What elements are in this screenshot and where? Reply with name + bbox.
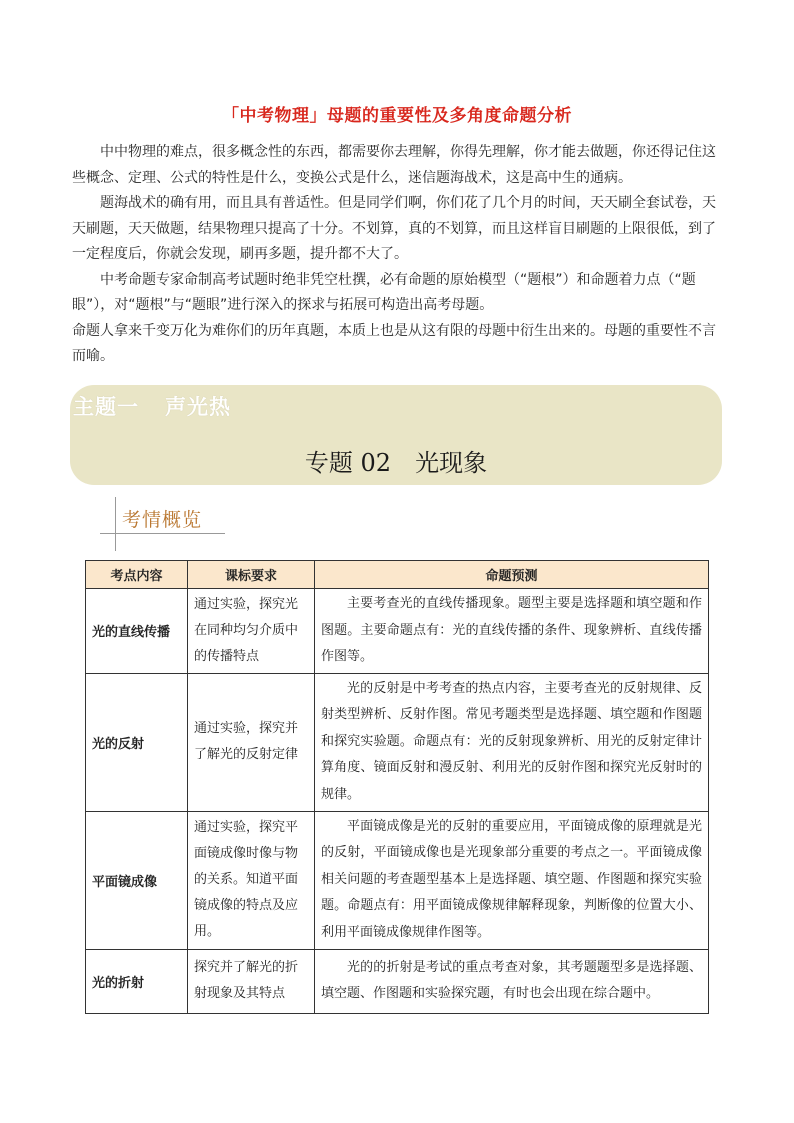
row-requirement: 探究并了解光的折射现象及其特点 (188, 949, 315, 1013)
header-topic: 考点内容 (86, 561, 188, 589)
theme-name: 声光热 (165, 395, 231, 419)
row-prediction: 光的的折射是考试的重点考查对象，其考题题型多是选择题、填空题、作图题和实验探究题，有时也会出现在综合题中。 (315, 949, 709, 1013)
table-row (86, 949, 709, 1013)
intro-paragraph-1: 中中物理的难点，很多概念性的东西，都需要你去理解，你得先理解，你才能去做题，你还得记住这些概念、定理、公式的特性是什么，变换公式是什么，迷信题海战术，这是高中生的通病。 (72, 144, 716, 186)
intro-paragraph-4: 命题人拿来千变万化为难你们的历年真题，本质上也是从这有限的母题中衍生出来的。母题的重要性不言而喻。 (72, 322, 716, 364)
section-title: 专题 02 光现象 (304, 449, 488, 477)
row-prediction: 光的反射是中考考查的热点内容，主要考查光的反射规律、反射类型辨析、反射作图。常见考题类型是选择题、填空题和作图题和探究实验题。命题点有：光的反射现象辨析、用光的反射定律计算角度、镜面反射和漫反射、利用光的反射作图和探究光反射时的规律。 (315, 673, 709, 811)
table-header-row (86, 561, 709, 589)
row-prediction: 主要考查光的直线传播现象。题型主要是选择题和填空题和作图题。主要命题点有：光的直线传播的条件、现象辨析、直线传播作图等。 (315, 589, 709, 674)
row-topic: 平面镜成像 (86, 811, 188, 949)
row-topic: 光的折射 (86, 949, 188, 1013)
table-row (86, 589, 709, 674)
overview-vertical-rule (115, 497, 116, 551)
theme-label: 主题一 (73, 395, 139, 419)
row-topic: 光的直线传播 (86, 589, 188, 674)
header-requirement: 课标要求 (188, 561, 315, 589)
page-title: 「中考物理」母题的重要性及多角度命题分析 (222, 106, 572, 126)
overview-horizontal-rule (100, 533, 225, 534)
header-prediction: 命题预测 (315, 561, 709, 589)
theme-heading (73, 391, 231, 421)
exam-overview-table (85, 560, 709, 1014)
overview-heading (100, 497, 240, 551)
intro-paragraph-3: 中考命题专家命制高考试题时绝非凭空杜撰，必有命题的原始模型（“题根”）和命题着力点（“题眼”），对“题根”与“题眼”进行深入的探求与拓展可构造出高考母题。 (72, 271, 696, 313)
table-row (86, 673, 709, 811)
intro-text (72, 140, 724, 370)
topic-banner (70, 385, 722, 485)
overview-label: 考情概览 (122, 509, 203, 531)
table-row (86, 811, 709, 949)
row-requirement: 通过实验，探究光在同种均匀介质中的传播特点 (188, 589, 315, 674)
row-requirement: 通过实验，探究平面镜成像时像与物的关系。知道平面镜成像的特点及应用。 (188, 811, 315, 949)
row-requirement: 通过实验，探究并了解光的反射定律 (188, 673, 315, 811)
intro-paragraph-2: 题海战术的确有用，而且具有普适性。但是同学们啊，你们花了几个月的时间，天天刷全套试卷，天天刷题，天天做题，结果物理只提高了十分。不划算，真的不划算，而且这样盲目刷题的上限很低，到了一定程度后，你就会发现，刷再多题，提升都不大了。 (72, 195, 716, 262)
row-topic: 光的反射 (86, 673, 188, 811)
row-prediction: 平面镜成像是光的反射的重要应用，平面镜成像的原理就是光的反射，平面镜成像也是光现象部分重要的考点之一。平面镜成像相关问题的考查题型基本上是选择题、填空题、作图题和探究实验题。命题点有：用平面镜成像规律解释现象，判断像的位置大小、利用平面镜成像规律作图等。 (315, 811, 709, 949)
